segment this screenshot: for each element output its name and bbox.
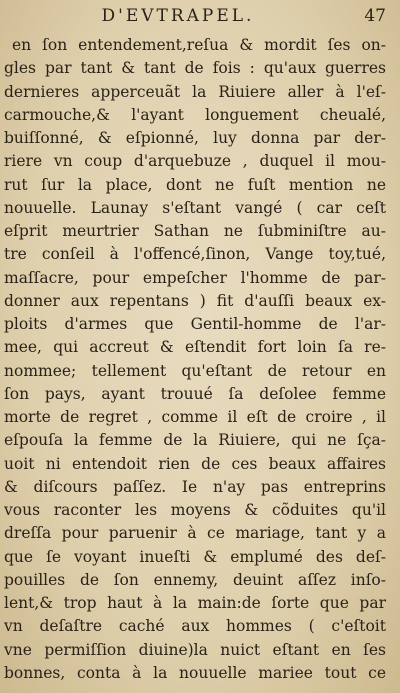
text-line: ploits d'armes que Gentil-homme de l'ar-	[4, 315, 386, 333]
text-line: ſon pays, ayant trouué ſa deſolee femme	[4, 384, 386, 403]
text-line: riere vn coup d'arquebuze , duquel il mou-	[4, 152, 386, 171]
text-line: morte de regret , comme il eſt de croire , il	[4, 408, 386, 426]
text-line: vn deſaſtre caché aux hommes ( c'eſtoit	[4, 617, 386, 636]
text-line: nouuelle. Launay s'eſtant vangé ( car ceſt	[4, 198, 386, 217]
text-line: tre conſeil à l'offencé,ſinon, Vange toy,tué,	[4, 245, 386, 264]
text-line: buiſſonné, & eſpionné, luy donna par der-	[4, 129, 386, 147]
text-line: pouilles de ſon ennemy, deuint aſſez inſo-	[4, 570, 386, 589]
text-line: vne permiſſion diuine)la nuict eſtant en ſes	[4, 640, 386, 659]
page-number: 47	[364, 6, 386, 26]
text-line: eſpouſa la femme de la Riuiere, qui ne ſça-	[4, 431, 386, 450]
text-line: dernieres apperceuãt la Riuiere aller à l'eſ-	[4, 82, 386, 101]
text-line: maſſacre, pour empeſcher l'homme de par-	[4, 268, 386, 287]
page-header	[4, 4, 386, 34]
running-head: D'EVTRAPEL.	[101, 6, 255, 26]
body-text	[4, 34, 386, 685]
text-line: bonnes, conta à la nouuelle mariee tout ce	[4, 663, 386, 682]
text-line: donner aux repentans ) fit d'auſſi beaux ex-	[4, 291, 386, 310]
text-line: mee, qui accreut & eſtendit fort loin ſa re-	[4, 338, 386, 357]
text-line: lent,& trop haut à la main:de ſorte que par	[4, 594, 386, 612]
text-line: & diſcours paſſez. Ie n'ay pas entreprins	[4, 477, 386, 496]
text-line: dreſſa pour paruenir à ce mariage, tant y a	[4, 524, 386, 543]
text-line: uoit ni entendoit rien de ces beaux affaires	[4, 454, 386, 473]
text-line: nommee; tellement qu'eſtant de retour en	[4, 361, 386, 380]
text-line: vous raconter les moyens & cõduites qu'il	[4, 501, 386, 519]
text-line: eſprit meurtrier Sathan ne ſubminiſtre au-	[4, 222, 386, 240]
text-line: rut ſur la place, dont ne fuſt mention ne	[4, 175, 386, 194]
text-line: carmouche,& l'ayant longuement cheualé,	[4, 105, 386, 124]
text-line: gles par tant & tant de fois : qu'aux guerres	[4, 59, 386, 78]
text-line: que ſe voyant inueſti & emplumé des deſ-	[4, 547, 386, 566]
text-line: en ſon entendement,reſua & mordit ſes on-	[12, 36, 386, 54]
